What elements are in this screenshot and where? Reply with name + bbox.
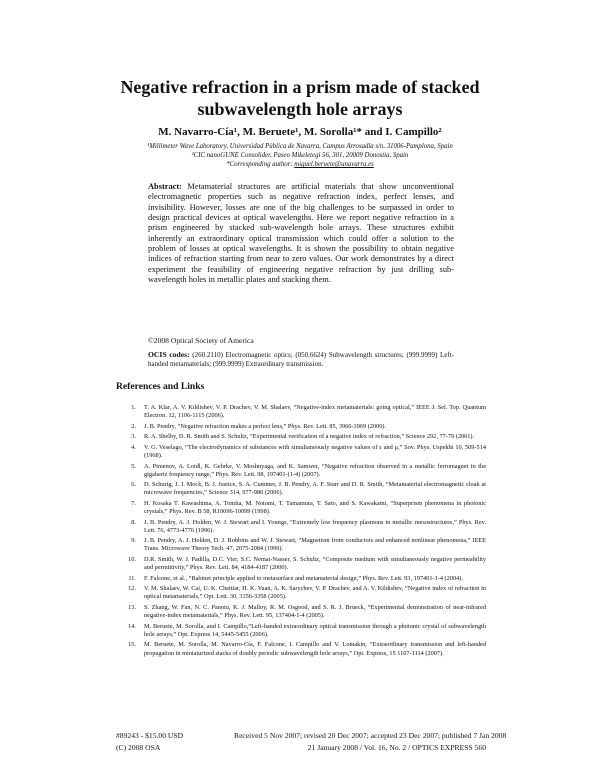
osa-copyright: (C) 2008 OSA	[116, 743, 161, 752]
reference-text: J. B. Pendry, A. J. Holden, W. J. Stewart and I. Youngs, “Extremely low frequency plasmons in metallic mesostructures,” Phys. Rev. Lett. 76, 4773-4776 (1996).	[144, 518, 486, 534]
reference-item	[116, 404, 486, 420]
author-list: M. Navarro-Cía¹, M. Beruete¹, M. Sorolla¹* and I. Campillo²	[158, 126, 442, 138]
reference-text: D.R. Smith, W. J. Padilla, D.C. Vier, S.C. Nemat-Nasser, S. Schultz, “Composite medium with simultaneously negative permeability and permittivity,” Phys. Rev. Lett. 84, 4184-4187 (2000).	[144, 556, 486, 572]
title-line-2: subwavelength hole arrays	[197, 99, 403, 119]
reference-number: 14.	[128, 622, 136, 630]
ocis-label: OCIS codes:	[148, 350, 190, 359]
abstract-text: Metamaterial structures are artificial materials that show unconventional electromagnetic properties such as negative refraction index, perfect lenses, and invisibility. However, losses are one of the big challenges to be surpassed in order to design practical devices at optical wavelengths. Here we report negative refraction in a prism engineered by stacked sub-wavelength hole arrays. These structures exhibit inherently an extraordinary optical transmission which could offer a solution to the problem of losses at optical wavelengths. It is shown the possibility to obtain negative indices of refraction starting from near to zero values. Our work demonstrates by a direct experiment the feasibility of engineering negative refraction by just drilling sub-wavelength holes in metallic plates and stacking them.	[148, 182, 454, 285]
reference-number: 11.	[128, 574, 136, 582]
ocis-codes	[148, 350, 454, 369]
reference-text: R. A. Shelby, D. R. Smith and S. Schultz, “Experimental verification of a negative index of refraction,” Science 292, 77-79 (2001).	[144, 433, 475, 441]
footer-line-1	[116, 731, 507, 741]
reference-text: T. A. Klar, A. V. Kildishev, V. P. Drachev, V. M. Shalaev, “Negative-index metamaterials: going optical,” IEEE J. Sel. Top. Quantum Electron. 12, 1106-1115 (2006).	[144, 404, 486, 420]
reference-item	[116, 537, 486, 553]
corresponding-author	[60, 160, 540, 169]
reference-item	[116, 519, 486, 535]
reference-item	[116, 463, 486, 479]
reference-item	[116, 585, 486, 601]
reference-text: J. B. Pendry, A. J. Holden, D. J. Robbins and W. J. Stewart, “Magnetism from conductors and enhanced nonlinear phenomena,” IEEE Trans. Microwave Theory Tech. 47, 2075-2084 (1999).	[144, 537, 486, 553]
corresponding-label: *Corresponding author:	[226, 161, 295, 168]
reference-number: 7.	[131, 500, 136, 508]
reference-text: A. Pimenov, A. Loidl, K. Gehrke, V. Moshnyaga, and K. Samwer, “Negative refraction observed in a metallic ferromagnet in the gigahertz frequency range,” Phys. Rev. Lett. 98, 197401-(1-4) (2007).	[144, 462, 486, 478]
references-heading: References and Links	[116, 381, 205, 392]
copyright-notice: ©2008 Optical Society of America	[148, 336, 254, 345]
reference-text: F. Falcone, et al., “Babinet principle applied to metasurface and metamaterial design,” Phys. Rev. Lett. 93, 197401-1-4 (2004).	[144, 574, 463, 582]
reference-list	[116, 404, 486, 660]
reference-text: D. Schurig, J. J. Mock, B. J. Justice, S. A. Cummer, J. B. Pendry, A. F. Starr and D. R. Smith, “Metamaterial electromagnetic cloak at microwave frequencies,” Science 314, 977-980 (2006).	[144, 481, 486, 497]
reference-item	[116, 575, 486, 583]
reference-item	[116, 623, 486, 639]
reference-item	[116, 641, 486, 657]
affiliation-1: ¹Millimeter Wave Laboratory, Universidad Pública de Navarra, Campus Arrosadía s/n, 31006-Pamplona, Spain	[147, 143, 453, 150]
manuscript-price: #89243 - $15.00 USD	[116, 731, 184, 740]
reference-item	[116, 433, 486, 441]
footer-line-2	[116, 743, 486, 753]
reference-number: 1.	[131, 404, 136, 411]
publication-history: Received 5 Nov 2007; revised 20 Dec 2007; accepted 23 Dec 2007; published 7 Jan 2008	[234, 731, 507, 740]
ocis-text: (260.2110) Electromagnetic optics; (050.6624) Subwavelength structures; (999.9999) Left-handed metamaterials; (999.9999) Extraordinary transmission.	[148, 351, 454, 369]
journal-citation: 21 January 2008 / Vol. 16, No. 2 / OPTICS EXPRESS 560	[307, 743, 486, 752]
reference-number: 12.	[128, 585, 136, 593]
affiliations	[60, 142, 540, 169]
reference-item	[116, 500, 486, 516]
reference-number: 6.	[131, 481, 136, 489]
reference-item	[116, 423, 486, 431]
reference-text: H. Kosaka T. Kawashima, A. Tomita, M. Notomi, T. Tamamura, T. Sato, and S. Kawakami, “Superprism phenomena in photonic crystals,” Phys. Rev. B 58, R10096-10099 (1998).	[144, 500, 486, 516]
reference-number: 5.	[131, 462, 136, 470]
reference-item	[116, 481, 486, 497]
reference-number: 9.	[131, 537, 136, 545]
reference-item	[116, 556, 486, 572]
reference-item	[116, 604, 486, 620]
reference-text: M. Beruete, M. Sorolla, and I. Campillo,“Left-handed extraordinary optical transmission through a photonic crystal of subwavelength hole arrays,” Opt. Express 14, 5445-5455 (2006).	[144, 622, 486, 638]
reference-item	[116, 444, 486, 460]
reference-number: 4.	[131, 443, 136, 451]
reference-number: 3.	[131, 433, 136, 441]
title-line-1: Negative refraction in a prism made of stacked	[120, 77, 480, 97]
abstract-label: Abstract:	[148, 182, 182, 191]
reference-text: S. Zhang, W. Fan, N. C. Panoiu, K. J. Malloy, R. M. Osgood, and S. R. J. Brueck, “Experimental demonstration of near-infrared negative-index metamaterials,” Phys. Rev. Lett. 95, 137404-1-4 (2005).	[144, 604, 486, 620]
paper-title	[60, 76, 540, 120]
affiliation-2: ²CIC nanoGUNE Consolider, Paseo Mikeletegi 56, 301, 20009 Donostia, Spain	[191, 152, 409, 159]
reference-text: J. B. Pendry, “Negative refraction makes a perfect lens,” Phys. Rev. Lett. 85, 3966-3969 (2000).	[144, 422, 387, 430]
abstract	[148, 182, 454, 285]
reference-number: 2.	[131, 422, 136, 430]
reference-number: 8.	[131, 518, 136, 526]
reference-number: 15.	[128, 641, 136, 649]
corresponding-email-link[interactable]: miguel.beruete@unavarra.es	[294, 161, 374, 168]
reference-text: V. M. Shalaev, W. Cai, U. K. Chettiar, H. K. Yuan, A. K. Sarychev, V. P. Drachev, and A. V. Kildishev, “Negative index of refraction in optical metamaterials,” Opt. Lett. 30, 3356-3358 (2005).	[144, 585, 486, 601]
reference-text: V. G. Veselago, “The electrodynamics of substances with simultaneously negative values of ε and μ,” Sov. Phys. Uspekhi 10, 509-514 (1968).	[144, 443, 486, 460]
reference-number: 10.	[128, 556, 136, 564]
reference-text: M. Beruete, M. Sorolla, M. Navarro-Cía, F. Falcone, I. Campillo and V. Lomakin, “Extraordinary transmission and left-handed propagation in miniaturized stacks of doubly periodic subwavelength hole arrays,” Opt. Express, 15 1107-1114 (2007).	[144, 641, 486, 657]
reference-number: 13.	[128, 604, 136, 612]
